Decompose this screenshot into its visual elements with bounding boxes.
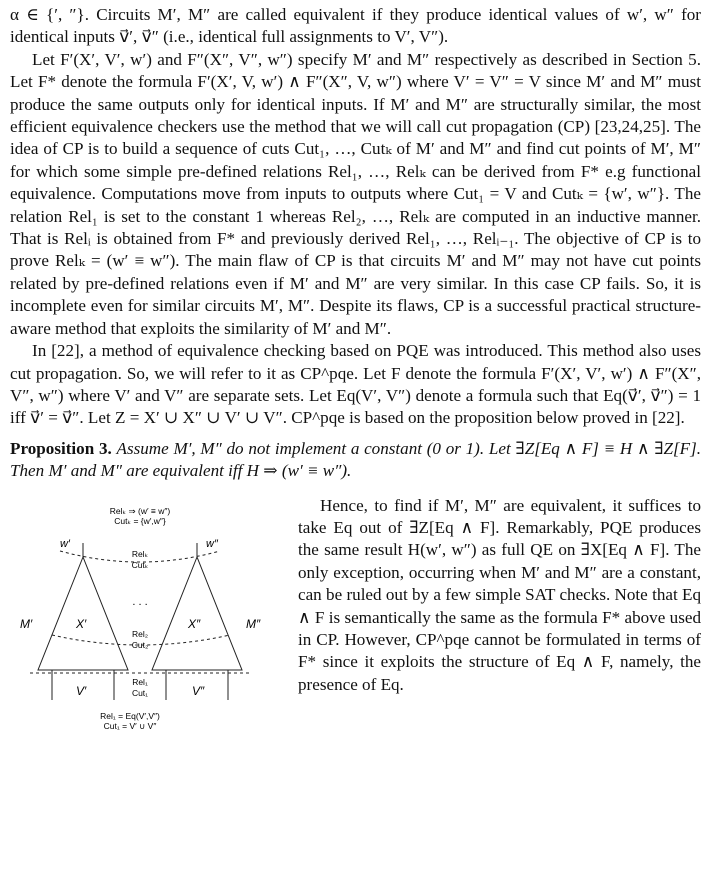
proposition-3 [10,438,701,483]
label-w2: w″ [206,537,218,550]
label-V1: V′ [76,683,87,698]
label-relk: Relₖ [131,548,149,559]
label-top-cut: Cutₖ = {w′,w″} [114,515,166,526]
label-X1: X′ [76,616,87,631]
label-X2: X″ [188,616,201,631]
circuit-right-triangle [152,557,242,670]
label-cut1: Cut₁ [131,687,149,698]
cut-propagation-figure [10,495,290,733]
label-top-rel: Relₖ ⇒ (w′ ≡ w″) [109,505,171,516]
label-V2: V″ [192,683,205,698]
label-cutk: Cutₖ [131,559,149,570]
paragraph-pqe-text: Hence, to find if M′, M″ are equivalent, it suffices to take Eq out of ∃Z[Eq ∧ F]. Remarkably, PQE produces the same result H(w′, w″) as full QE on ∃X[Eq ∧ F]. The only exception, occurring when M′ and M″ are a constant, can be ruled out by a few simple SAT checks. Note that Eq ∧ F is semantically the same as the formula F* above used in CP. However, CP^pqe cannot be formulated in terms of F* since it exploits the structure of Eq ∧ F, namely, the presence of Eq. [298,495,701,694]
label-M2: M″ [246,616,261,631]
circuit-left-triangle [38,557,128,670]
label-M1: M′ [20,616,33,631]
paragraph-pqe-result [290,495,701,733]
label-bottom-rel: Rel₁ = Eq(V′,V″) [100,710,160,721]
label-w1: w′ [59,537,70,550]
paragraph-equivalence-def: α ∈ {′, ″}. Circuits M′, M″ are called equivalent if they produce identical values of w′, w″ for identical inputs v⃗′, v⃗″ (i.e., identical full assignments to V′, V″). [10,5,701,47]
label-bottom-cut: Cut₁ = V′ ∪ V″ [103,720,157,731]
proposition-label: Proposition 3. [10,438,112,458]
label-rel2: Rel₂ [131,628,149,639]
label-dots: . . . [132,595,148,608]
paragraph-cut-propagation: Let F′(X′, V′, w′) and F″(X″, V″, w″) specify M′ and M″ respectively as described in Section 5. Let F* denote the formula F′(X′, V, w′) ∧ F″(X″, V, w″) where V′ = V″ = V since M′ and M″ must produce the same outputs only for identical inputs. If M′ and M″ are structurally similar, the most efficient equivalence checkers use the method that we will call cut propagation (CP) [23,24,25]. The idea of CP is to build a sequence of cuts Cut₁, …, Cutₖ of M′ and M″ and find cut points of M′, M″ for which some simple pre-defined relations Rel₁, …, Relₖ can be derived from F* e.g functional equivalence. Computations move from inputs to outputs where Cut₁ = V and Cutₖ = {w′, w″}. The relation Rel₁ is set to the constant 1 whereas Rel₂, …, Relₖ are computed in an inductive manner. That is Relᵢ is obtained from F* and previously derived Rel₁, …, Relᵢ₋₁. The objective of CP is to prove Relₖ = (w′ ≡ w″). The main flaw of CP is that circuits M′ and M″ may not have cut points related by pre-defined relations even if M′ and M″ are very similar. In this case CP fails. So, it is incomplete even for similar circuits M′, M″. Despite its flaws, CP is a successful practical structure-aware method that exploits the similarity of M′ and M″. [10,49,701,338]
proposition-text: Assume M′, M″ do not implement a constant (0 or 1). Let ∃Z[Eq ∧ F] ≡ H ∧ ∃Z[F]. Then M′ and M″ are equivalent iff H ⇒ (w′ ≡ w″). [10,438,701,481]
paragraph-cp-pqe: In [22], a method of equivalence checking based on PQE was introduced. This method also uses cut propagation. So, we will refer to it as CP^pqe. Let F denote the formula F′(X′, V′, w′) ∧ F″(X″, V″, w″) where V′ and V″ are separate sets. Let Eq(V′, V″) denote a formula such that Eq(v⃗′, v⃗″) = 1 iff v⃗′ = v⃗″. Let Z = X′ ∪ X″ ∪ V′ ∪ V″. CP^pqe is based on the proposition below proved in [22]. [10,341,701,428]
label-rel1: Rel₁ [132,676,148,687]
label-cut2: Cut₂ [131,639,149,650]
figure-svg [10,495,290,733]
figure-and-text [10,495,701,733]
